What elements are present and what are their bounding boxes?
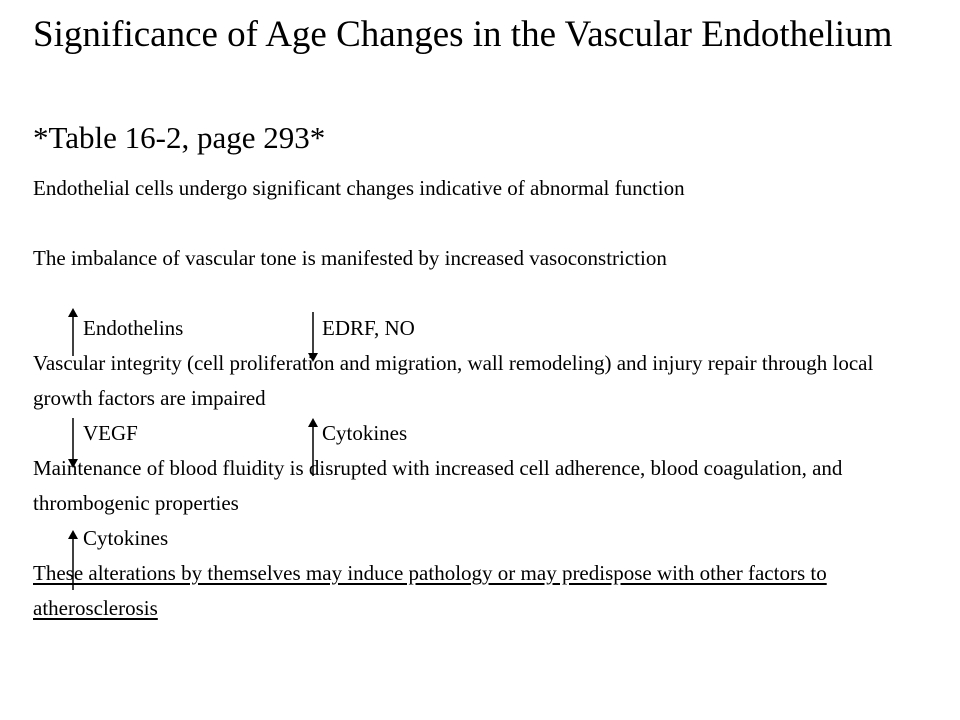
point-vascular-integrity: Vascular integrity (cell proliferation and migration, wall remodeling) and injury repair through local growth factors are impaired [33, 351, 874, 410]
marker-edrf-no: EDRF, NO [322, 316, 415, 340]
point-endothelial-changes: Endothelial cells undergo significant changes indicative of abnormal function [33, 176, 685, 200]
marker-cytokines-fluidity: Cytokines [83, 526, 169, 550]
point-conclusion: These alterations by themselves may induce pathology or may predispose with other factors to atherosclerosis [33, 561, 827, 620]
marker-vegf: VEGF [83, 421, 138, 445]
slide-subtitle: *Table 16-2, page 293* [33, 120, 326, 155]
marker-endothelins: Endothelins [83, 316, 184, 340]
point-vascular-tone: The imbalance of vascular tone is manifested by increased vasoconstriction [33, 246, 667, 270]
marker-cytokines-integrity: Cytokines [322, 421, 408, 445]
point-blood-fluidity: Maintenance of blood fluidity is disrupted with increased cell adherence, blood coagulation, and thrombogenic properties [33, 456, 843, 515]
slide-title: Significance of Age Changes in the Vascular Endothelium [33, 14, 893, 55]
